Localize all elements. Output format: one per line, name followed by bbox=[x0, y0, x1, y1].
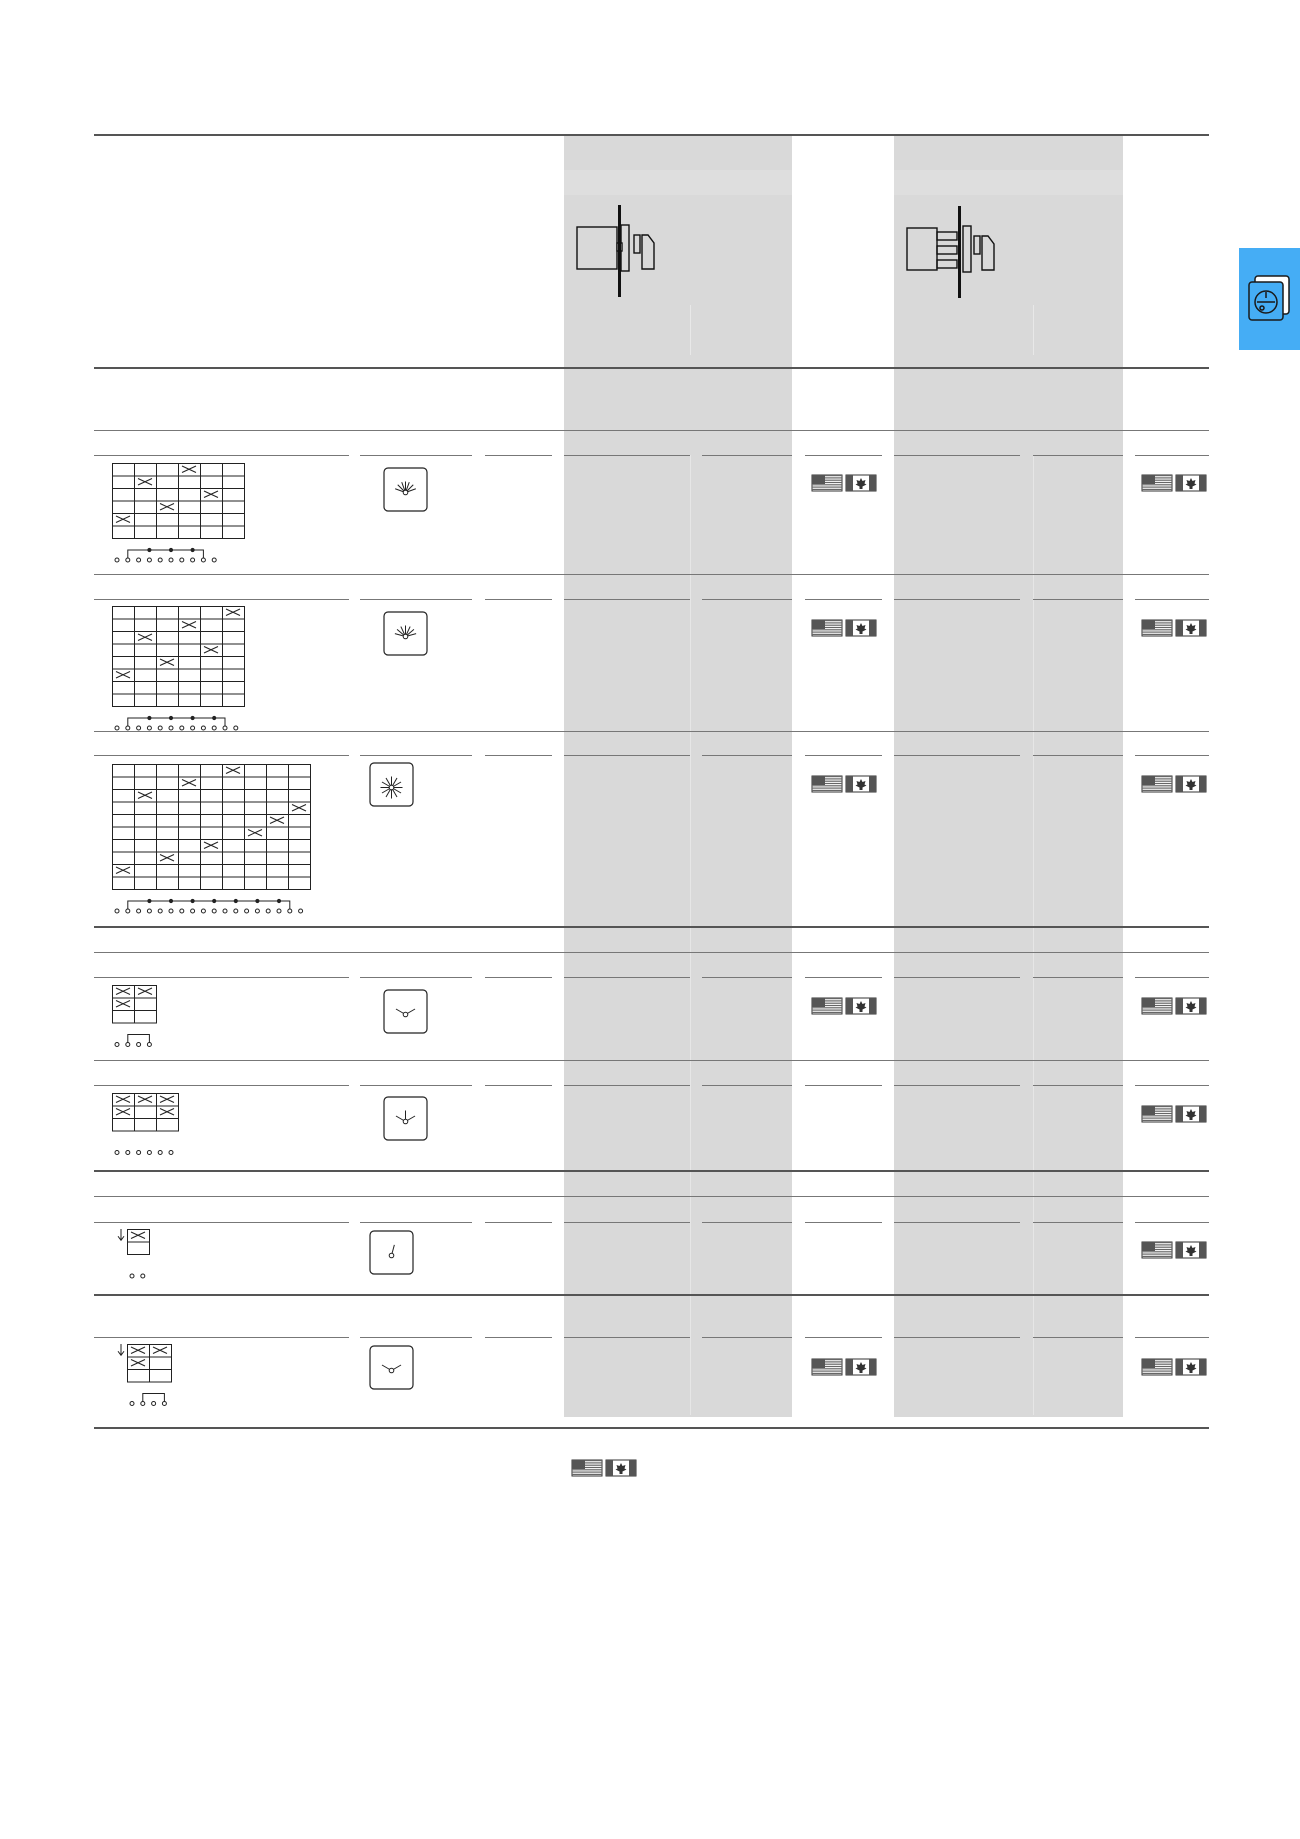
row3-col-rule-7 bbox=[894, 755, 1020, 756]
row2-flags-left bbox=[811, 618, 877, 638]
rotary-switch-icon bbox=[1239, 248, 1300, 350]
row5-col-rule-3 bbox=[485, 1085, 552, 1086]
row4-col-rule-2 bbox=[360, 977, 472, 978]
row5-col-rule-6 bbox=[805, 1085, 882, 1086]
section3-header-rule bbox=[94, 1196, 1209, 1197]
row1-bottom-rule bbox=[94, 574, 1209, 575]
row7-col-rule-8 bbox=[1033, 1337, 1123, 1338]
subheader-rule bbox=[94, 430, 1209, 431]
table-bottom-rule bbox=[94, 1427, 1209, 1429]
row5-col-rule-7 bbox=[894, 1085, 1020, 1086]
row5-col-rule-4 bbox=[564, 1085, 690, 1086]
row4-col-rule-9 bbox=[1135, 977, 1209, 978]
canada-flag-icon bbox=[1176, 475, 1206, 491]
row1-col-rule-9 bbox=[1135, 455, 1209, 456]
canada-flag-icon bbox=[846, 776, 876, 792]
row4-flags-right bbox=[1141, 996, 1207, 1016]
row4-col-rule-8 bbox=[1033, 977, 1123, 978]
row7-col-rule-2 bbox=[360, 1337, 472, 1338]
row2-col-rule-9 bbox=[1135, 599, 1209, 600]
row7-col-rule-9 bbox=[1135, 1337, 1209, 1338]
three-position-switch-icon bbox=[383, 1096, 428, 1141]
row3-col-rule-8 bbox=[1033, 755, 1123, 756]
two-position-switch-icon bbox=[383, 989, 428, 1034]
row6-flags-right bbox=[1141, 1240, 1207, 1260]
row5-col-rule-2 bbox=[360, 1085, 472, 1086]
usa-flag-icon bbox=[812, 1359, 842, 1375]
header-divider-right bbox=[1033, 305, 1034, 355]
canada-flag-icon bbox=[846, 998, 876, 1014]
row1-col-rule-7 bbox=[894, 455, 1020, 456]
header-band-left bbox=[564, 170, 792, 195]
usa-flag-icon bbox=[572, 1460, 602, 1476]
contact-diagram-6x8 bbox=[112, 606, 264, 746]
canada-flag-icon bbox=[1176, 620, 1206, 636]
row6-col-rule-6 bbox=[805, 1222, 882, 1223]
row2-col-rule-1 bbox=[94, 599, 349, 600]
canada-flag-icon bbox=[1176, 776, 1206, 792]
usa-flag-icon bbox=[812, 776, 842, 792]
header-bottom-rule bbox=[94, 367, 1209, 369]
spring-return-switch-icon bbox=[369, 1345, 414, 1390]
contact-diagram-2x3 bbox=[112, 985, 176, 1063]
row1-flags-right bbox=[1141, 473, 1207, 493]
row1-col-rule-1 bbox=[94, 455, 349, 456]
header-top-rule bbox=[94, 134, 1209, 136]
usa-flag-icon bbox=[1142, 620, 1172, 636]
row2-col-rule-4 bbox=[564, 599, 690, 600]
row3-flags-right bbox=[1141, 774, 1207, 794]
contact-diagram-1x1 bbox=[127, 1229, 169, 1294]
usa-flag-icon bbox=[1142, 1359, 1172, 1375]
row7-col-rule-1 bbox=[94, 1337, 349, 1338]
header-divider-left bbox=[690, 305, 691, 355]
row2-col-rule-2 bbox=[360, 599, 472, 600]
row6-col-rule-8 bbox=[1033, 1222, 1123, 1223]
row4-flags-left bbox=[811, 996, 877, 1016]
row5-bottom-rule bbox=[94, 1170, 1209, 1172]
section2-header-rule bbox=[94, 952, 1209, 953]
multi-position-switch-icon bbox=[383, 611, 428, 656]
row4-bottom-rule bbox=[94, 1060, 1209, 1061]
row7-col-rule-7 bbox=[894, 1337, 1020, 1338]
footnote-flags bbox=[571, 1458, 637, 1478]
gray-column-left bbox=[564, 134, 792, 1417]
row3-col-rule-2 bbox=[360, 755, 472, 756]
row1-flags-left bbox=[811, 473, 877, 493]
usa-flag-icon bbox=[1142, 1242, 1172, 1258]
row3-col-rule-9 bbox=[1135, 755, 1209, 756]
canada-flag-icon bbox=[606, 1460, 636, 1476]
row4-col-rule-4 bbox=[564, 977, 690, 978]
contact-diagram-3x3 bbox=[112, 1093, 198, 1171]
row6-col-rule-7 bbox=[894, 1222, 1020, 1223]
row6-col-rule-4 bbox=[564, 1222, 690, 1223]
gray-column-right bbox=[894, 134, 1123, 1417]
row4-col-rule-1 bbox=[94, 977, 349, 978]
row4-col-rule-6 bbox=[805, 977, 882, 978]
row7-flags-left bbox=[811, 1357, 877, 1377]
row2-col-rule-7 bbox=[894, 599, 1020, 600]
usa-flag-icon bbox=[1142, 1106, 1172, 1122]
row3-col-rule-5 bbox=[702, 755, 792, 756]
header-band-right bbox=[894, 170, 1123, 195]
row5-flags-right bbox=[1141, 1104, 1207, 1124]
row5-col-rule-9 bbox=[1135, 1085, 1209, 1086]
row7-col-rule-4 bbox=[564, 1337, 690, 1338]
door-mounted-switch-icon bbox=[575, 205, 655, 297]
canada-flag-icon bbox=[1176, 998, 1206, 1014]
row3-flags-left bbox=[811, 774, 877, 794]
section-tab[interactable] bbox=[1239, 248, 1300, 350]
row1-col-rule-6 bbox=[805, 455, 882, 456]
row6-col-rule-9 bbox=[1135, 1222, 1209, 1223]
multi-position-switch-icon bbox=[383, 467, 428, 512]
row3-bottom-rule bbox=[94, 926, 1209, 928]
canada-flag-icon bbox=[846, 475, 876, 491]
row6-col-rule-5 bbox=[702, 1222, 792, 1223]
row7-col-rule-6 bbox=[805, 1337, 882, 1338]
row5-col-rule-5 bbox=[702, 1085, 792, 1086]
row3-col-rule-6 bbox=[805, 755, 882, 756]
row1-col-rule-3 bbox=[485, 455, 552, 456]
row6-col-rule-2 bbox=[360, 1222, 472, 1223]
row6-col-rule-3 bbox=[485, 1222, 552, 1223]
row1-col-rule-2 bbox=[360, 455, 472, 456]
row2-bottom-rule bbox=[94, 731, 1209, 732]
row6-bottom-rule bbox=[94, 1294, 1209, 1296]
row7-col-rule-3 bbox=[485, 1337, 552, 1338]
row1-col-rule-8 bbox=[1033, 455, 1123, 456]
canada-flag-icon bbox=[846, 1359, 876, 1375]
row4-col-rule-7 bbox=[894, 977, 1020, 978]
contact-diagram-2x3-spring bbox=[127, 1344, 191, 1422]
usa-flag-icon bbox=[1142, 998, 1172, 1014]
rear-mounted-switch-icon bbox=[905, 206, 995, 298]
usa-flag-icon bbox=[812, 475, 842, 491]
usa-flag-icon bbox=[812, 998, 842, 1014]
row3-col-rule-3 bbox=[485, 755, 552, 756]
usa-flag-icon bbox=[812, 620, 842, 636]
contact-diagram-6x6 bbox=[112, 463, 264, 578]
row2-flags-right bbox=[1141, 618, 1207, 638]
gray-divider-left bbox=[690, 455, 691, 1415]
canada-flag-icon bbox=[1176, 1359, 1206, 1375]
canada-flag-icon bbox=[846, 620, 876, 636]
usa-flag-icon bbox=[1142, 475, 1172, 491]
row5-col-rule-1 bbox=[94, 1085, 349, 1086]
row4-col-rule-3 bbox=[485, 977, 552, 978]
row2-col-rule-5 bbox=[702, 599, 792, 600]
row7-flags-right bbox=[1141, 1357, 1207, 1377]
row3-col-rule-4 bbox=[564, 755, 690, 756]
row5-col-rule-8 bbox=[1033, 1085, 1123, 1086]
contact-diagram-9x10 bbox=[112, 764, 330, 929]
row7-col-rule-5 bbox=[702, 1337, 792, 1338]
row6-col-rule-1 bbox=[94, 1222, 349, 1223]
row4-col-rule-5 bbox=[702, 977, 792, 978]
multi-position-switch-icon bbox=[369, 762, 414, 807]
row1-col-rule-4 bbox=[564, 455, 690, 456]
row3-col-rule-1 bbox=[94, 755, 349, 756]
canada-flag-icon bbox=[1176, 1106, 1206, 1122]
canada-flag-icon bbox=[1176, 1242, 1206, 1258]
row2-col-rule-3 bbox=[485, 599, 552, 600]
single-position-switch-icon bbox=[369, 1230, 414, 1275]
row2-col-rule-8 bbox=[1033, 599, 1123, 600]
row2-col-rule-6 bbox=[805, 599, 882, 600]
row1-col-rule-5 bbox=[702, 455, 792, 456]
usa-flag-icon bbox=[1142, 776, 1172, 792]
